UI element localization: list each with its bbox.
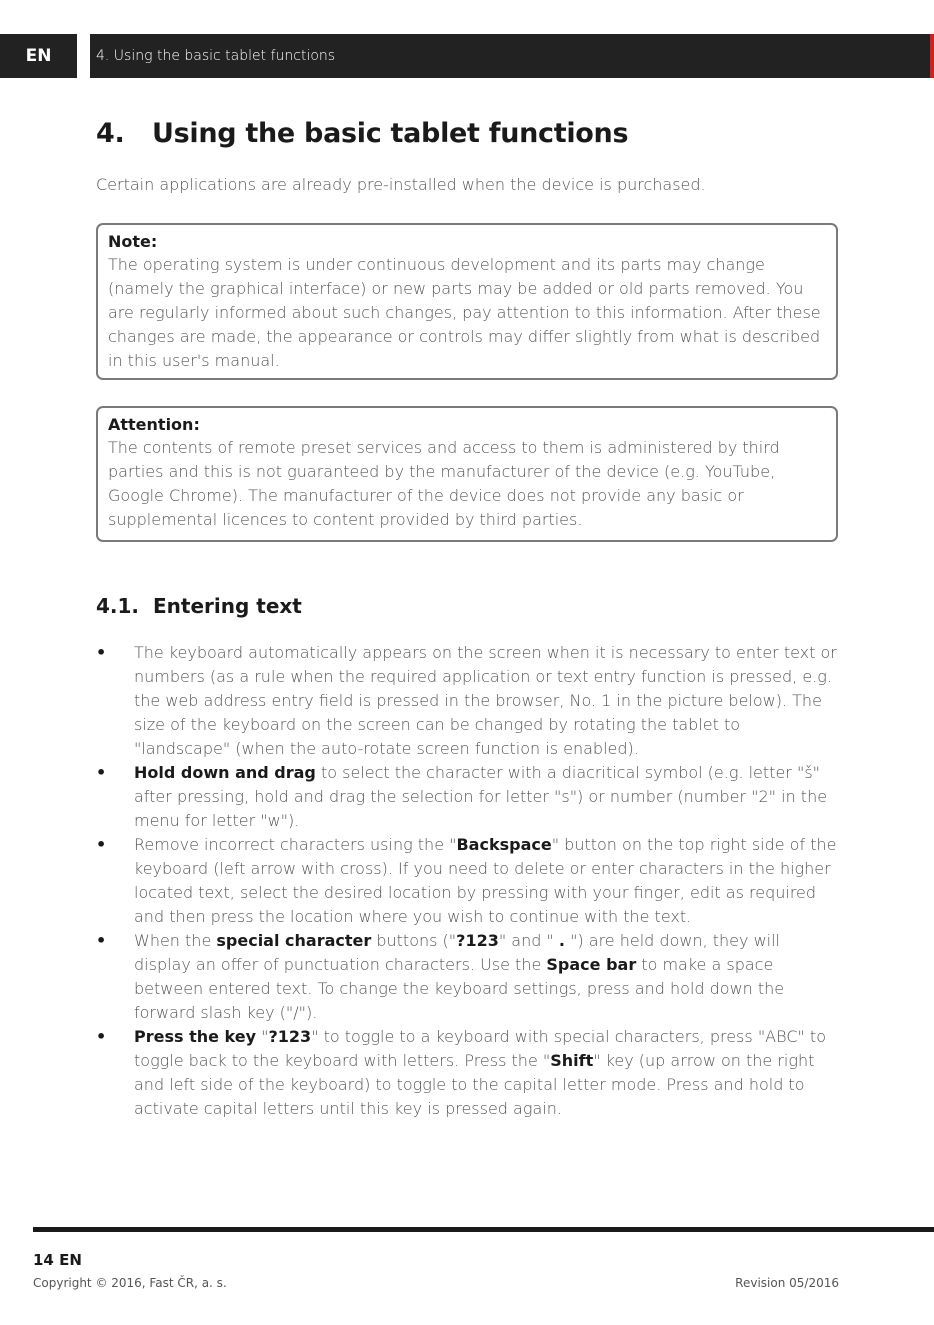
list-item-text: to select the character with a diacritical symbol (e.g. letter "š" after pressing, hold and drag the selection for letter "s") or number (number "2" in the menu for letter "w").: [134, 763, 828, 830]
running-header-title: 4. Using the basic tablet functions: [96, 48, 336, 64]
note-title: Note:: [108, 232, 158, 251]
emphasis: Press the key: [134, 1027, 257, 1046]
bullet-icon: •: [96, 835, 107, 854]
bullet-icon: •: [96, 643, 107, 662]
emphasis: Hold down and drag: [134, 763, 316, 782]
list-item: [96, 641, 841, 761]
copyright: Copyright © 2016, Fast ČR, a. s.: [33, 1276, 227, 1290]
bullet-icon: •: [96, 931, 107, 950]
emphasis: Space bar: [546, 955, 637, 974]
emphasis: .: [558, 931, 565, 950]
emphasis: Shift: [550, 1051, 594, 1070]
list-item-text: ": [256, 1027, 269, 1046]
list-item: [96, 929, 841, 1025]
attention-title: Attention:: [108, 415, 200, 434]
emphasis: special character: [216, 931, 372, 950]
revision: Revision 05/2016: [735, 1276, 839, 1290]
note-text: The operating system is under continuous development and its parts may change (namely the graphical interface) or new parts may be added or old parts removed. You are regularly informed about such changes, pay attention to this information. After these changes are made, the appearance or controls may differ slightly from what is described in this user's manual.: [108, 255, 821, 370]
list-item-text: When the: [134, 931, 217, 950]
list-item-text: ") are held down, they will display an offer of punctuation characters. Use the: [134, 931, 780, 974]
list-item-text: " and ": [498, 931, 559, 950]
list-item: [96, 1025, 841, 1121]
list-item-text: " button on the top right side of the keyboard (left arrow with cross). If you need to delete or enter characters in the higher located text, select the desired location by pressing with your finger, edit as required and then press the location where you wish to continue with the text.: [134, 835, 837, 926]
list-item-text: " key (up arrow on the right and left side of the keyboard) to toggle to the capital letter mode. Press and hold to activate capital letters until this key is pressed again.: [134, 1051, 815, 1118]
section-number: 4.1.: [96, 594, 140, 618]
note-box: [96, 223, 838, 380]
emphasis: ?123: [456, 931, 499, 950]
emphasis: ?123: [268, 1027, 312, 1046]
emphasis: Backspace: [456, 835, 552, 854]
list-item-text: The keyboard automatically appears on the screen when it is necessary to enter text or numbers (as a rule when the required application or text entry function is pressed, e.g. the web address entry field is pressed in the browser, No. 1 in the picture below). The size of the keyboard on the screen can be changed by rotating the tablet to "landscape" (when the auto-rotate screen function is enabled).: [134, 643, 837, 758]
section-title-text: Entering text: [153, 594, 302, 618]
bullet-icon: •: [96, 763, 107, 782]
attention-text: The contents of remote preset services and access to them is administered by third parties and this is not guaranteed by the manufacturer of the device (e.g. YouTube, Google Chrome). The manufacturer of the device does not provide any basic or supplemental licences to content provided by third parties.: [108, 438, 780, 529]
footer-rule: [33, 1227, 934, 1232]
attention-box: [96, 406, 838, 542]
chapter-title-text: Using the basic tablet functions: [152, 118, 629, 149]
list-item-text: to make a space between entered text. To change the keyboard settings, press and hold down the forward slash key ("/").: [134, 955, 785, 1022]
language-tab: EN: [0, 34, 77, 78]
chapter-number: 4.: [96, 118, 125, 149]
chapter-title: [96, 118, 628, 149]
list-item-text: buttons (": [371, 931, 457, 950]
list-item: [96, 761, 841, 833]
intro-text: Certain applications are already pre-installed when the device is purchased.: [96, 175, 706, 194]
page-number: 14 EN: [33, 1251, 82, 1269]
header-accent: [930, 34, 934, 78]
list-item-text: Remove incorrect characters using the ": [134, 835, 457, 854]
running-header: [90, 34, 930, 78]
bullet-icon: •: [96, 1027, 107, 1046]
list-item: [96, 833, 841, 929]
section-title: [96, 594, 302, 618]
bullet-list: [96, 641, 841, 1121]
list-item-text: " to toggle to a keyboard with special characters, press "ABC" to toggle back to the keyboard with letters. Press the ": [134, 1027, 826, 1070]
